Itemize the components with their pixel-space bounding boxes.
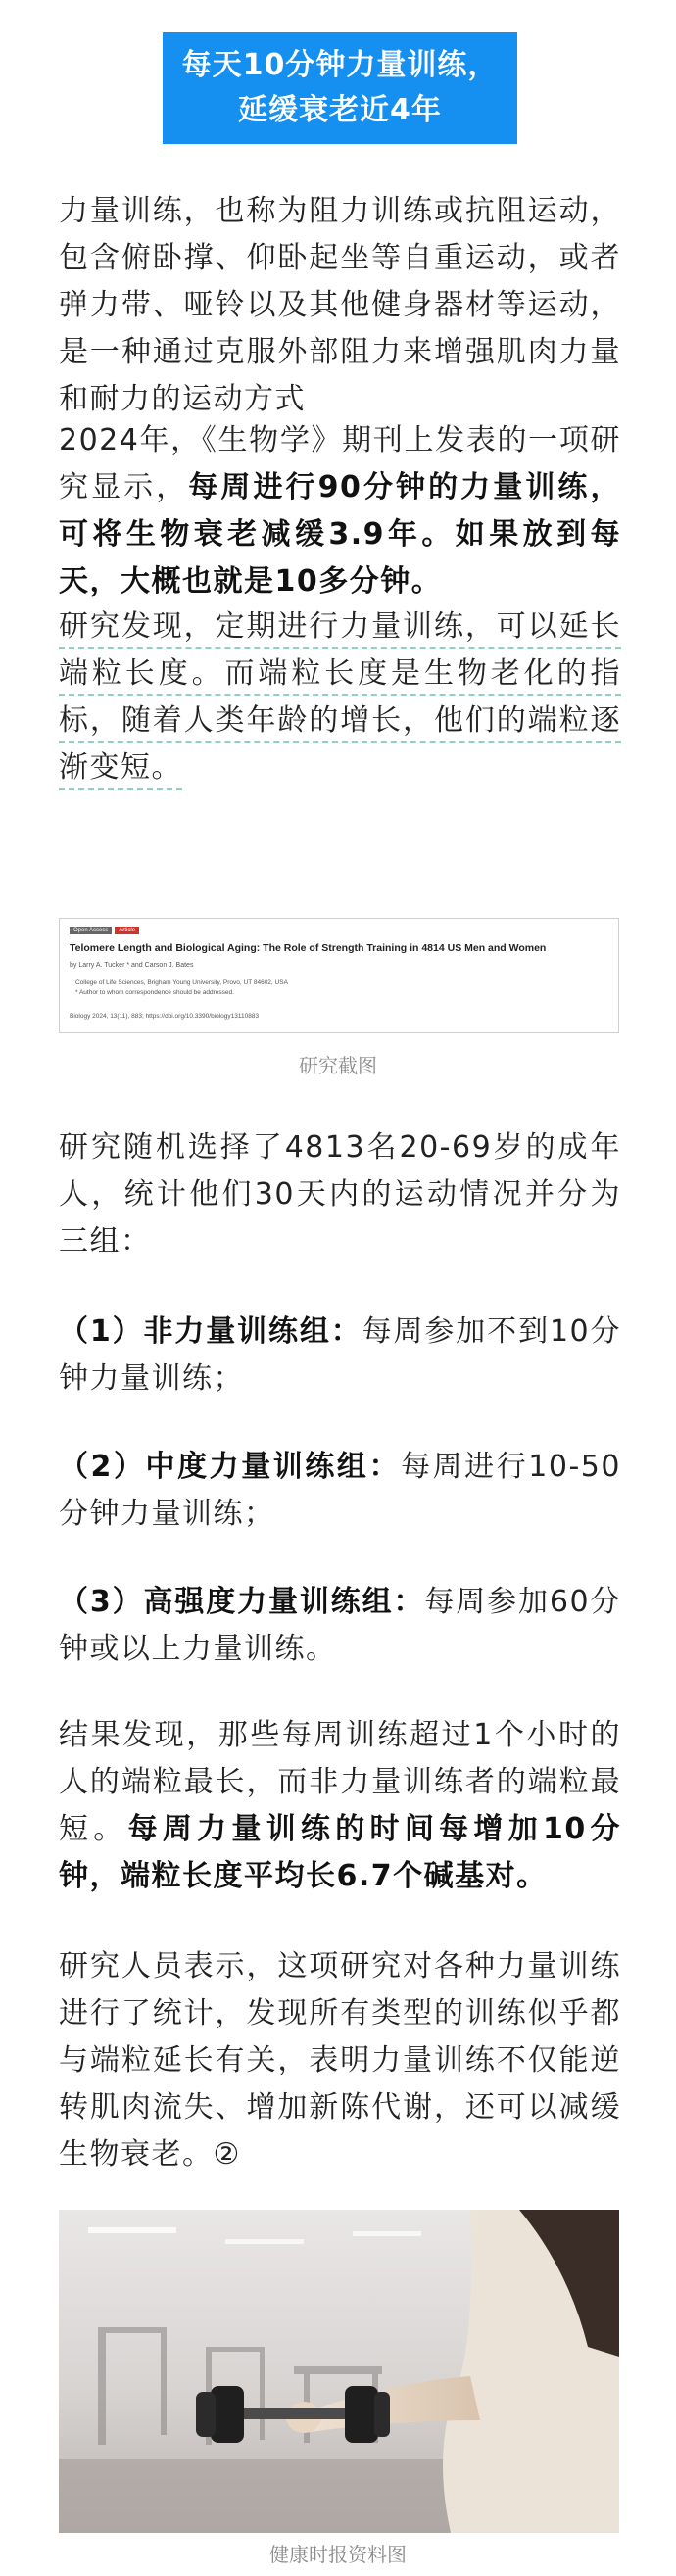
group-2-label: （2）中度力量训练组： — [59, 1450, 402, 1484]
telomere-text: 研究发现，定期进行力量训练，可以延长端粒长度。而端粒长度是生物老化的指标，随着人类年龄的增长，他们的端粒逐渐变短。 — [59, 609, 621, 790]
group-3 — [59, 1579, 621, 1673]
group-3-label: （3）高强度力量训练组： — [59, 1585, 425, 1619]
paper-citation: Biology 2024, 13(11), 883; https://doi.org/10.3390/biology13110883 — [70, 1013, 260, 1020]
caption-paper: 研究截图 — [299, 1054, 377, 1077]
paragraph-definition: 力量训练，也称为阻力训练或抗阻运动，包含俯卧撑、仰卧起坐等自重运动，或者弹力带、哑铃以及其他健身器材等运动，是一种通过克服外部阻力来增强肌肉力量和耐力的运动方式 — [59, 194, 621, 416]
study-intro: 2024年，《生物学》期刊上发表的一项研究显示， — [59, 423, 621, 504]
group-2-desc: 每周进行10-50分钟力量训练； — [59, 1450, 621, 1531]
group-1-label: （1）非力量训练组： — [59, 1314, 362, 1349]
title-line-2: 延缓衰老近4年 — [238, 93, 442, 127]
paper-authors: by Larry A. Tucker * and Carson J. Bates — [70, 962, 194, 969]
open-access-badge: Open Access — [70, 927, 112, 934]
results-text: 结果发现，那些每周训练超过1个小时的人的端粒最长，而非力量训练者的端粒最短。 — [59, 1718, 621, 1846]
study-highlight: 每周进行90分钟的力量训练，可将生物衰老减缓3.9年。如果放到每天，大概也就是10多分钟。 — [59, 470, 621, 598]
paragraph-results — [59, 1712, 621, 1900]
group-1 — [59, 1309, 621, 1403]
dumbbell-photo-image — [59, 2210, 619, 2533]
group-1-desc: 每周参加不到10分钟力量训练； — [59, 1314, 621, 1396]
article-title — [163, 32, 517, 144]
paper-affiliation: College of Life Sciences, Brigham Young University, Provo, UT 84602, USA — [75, 979, 288, 986]
article-badge: Article — [115, 927, 139, 934]
paragraph-study — [59, 417, 621, 605]
paper-correspondence: * Author to whom correspondence should be addressed. — [75, 989, 234, 996]
group-3-desc: 每周参加60分钟或以上力量训练。 — [59, 1585, 621, 1666]
group-2 — [59, 1444, 621, 1538]
paragraph-method: 研究随机选择了4813名20-69岁的成年人，统计他们30天内的运动情况并分为三组： — [59, 1130, 621, 1259]
caption-photo: 健康时报资料图 — [269, 2543, 407, 2566]
paper-title: Telomere Length and Biological Aging: The Role of Strength Training in 4814 US Men and Women — [70, 942, 547, 954]
paper-screenshot — [59, 918, 619, 1033]
paragraph-telomere — [59, 603, 621, 791]
results-highlight: 每周力量训练的时间每增加10分钟，端粒长度平均长6.7个碱基对。 — [59, 1812, 622, 1893]
paragraph-conclusion: 研究人员表示，这项研究对各种力量训练进行了统计，发现所有类型的训练似乎都与端粒延长有关，表明力量训练不仅能逆转肌肉流失、增加新陈代谢，还可以减缓生物衰老。② — [59, 1949, 621, 2171]
workout-photo — [59, 2210, 619, 2533]
title-line-1: 每天10分钟力量训练， — [181, 48, 499, 82]
